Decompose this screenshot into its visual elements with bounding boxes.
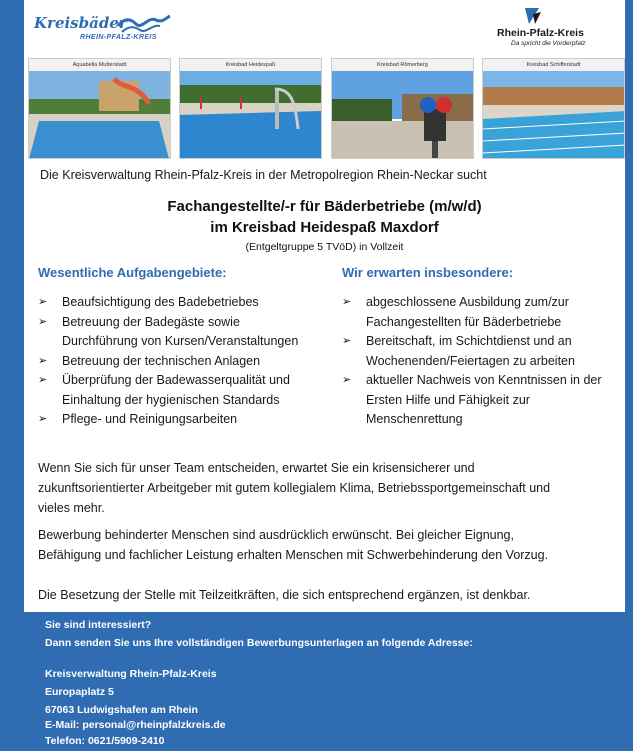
photo-caption: Kreisbad Schifferstadt: [483, 59, 624, 71]
footer-question: Sie sind interessiert?: [45, 619, 152, 631]
footer-email-link[interactable]: E-Mail: personal@rheinpfalzkreis.de: [45, 719, 226, 731]
paragraph-line: Wenn Sie sich für unser Team entscheiden, erwartet Sie ein krisensicherer und: [38, 461, 475, 475]
list-item: [342, 293, 627, 332]
arrow-bullet-icon: ➢: [38, 374, 48, 386]
list-item-text: aktueller Nachweis von Kenntnissen in der: [366, 373, 602, 387]
arrow-bullet-icon: ➢: [342, 374, 352, 386]
list-item: [38, 293, 333, 313]
photo-caption: Kreisbad Heidespaß: [180, 59, 321, 71]
kreisbaeder-logo-subtitle: RHEIN-PFALZ-KREIS: [80, 34, 157, 41]
list-item-text: Betreuung der Badegäste sowie: [62, 314, 240, 329]
intro-text: Die Kreisverwaltung Rhein-Pfalz-Kreis in der Metropolregion Rhein-Neckar sucht: [40, 168, 487, 182]
list-item-text: Fachangestellten für Bäderbetriebe: [366, 314, 562, 329]
list-item: [38, 371, 333, 410]
tasks-list: [38, 293, 333, 430]
benefits-paragraph: [38, 458, 618, 518]
list-item: [342, 332, 627, 371]
list-item-text: Beaufsichtigung des Badebetriebes: [62, 295, 259, 309]
list-item: [38, 313, 333, 352]
list-item-text: Durchführung von Kursen/Veranstaltungen: [62, 334, 299, 348]
footer-instruction: Dann senden Sie uns Ihre vollständigen Bewerbungsunterlagen an folgende Adresse:: [45, 637, 473, 649]
job-title: Fachangestellte/-r für Bäderbetriebe (m/w/d): [167, 198, 482, 215]
list-item-text: Überprüfung der Badewasserqualität und: [62, 373, 290, 387]
paragraph-line: Befähigung und fachlicher Leistung erhalten Menschen mit Schwerbehinderung den Vorzug.: [38, 548, 549, 562]
list-item-text: abgeschlossene Ausbildung zum/zur: [366, 295, 569, 309]
header: [24, 0, 625, 58]
tasks-heading: Wesentliche Aufgabengebiete:: [38, 265, 227, 280]
district-emblem-icon: [523, 8, 543, 26]
rhein-pfalz-kreis-logo: [497, 8, 617, 50]
list-item: [38, 352, 333, 372]
photo-heidespass: [179, 58, 322, 159]
footer-street: Europaplatz 5: [45, 686, 114, 698]
tasks-section: [38, 265, 333, 430]
paragraph-line: zukunftsorientierter Arbeitgeber mit gutem kollegialem Klima, Betriebssportgemeinschaft und: [38, 481, 551, 495]
job-salary-grade: (Entgeltgruppe 5 TVöD) in Vollzeit: [245, 241, 404, 253]
photo-caption: Kreisbad Römerberg: [332, 59, 473, 71]
arrow-bullet-icon: ➢: [38, 413, 48, 425]
paragraph-line: Die Besetzung der Stelle mit Teilzeitkräften, die sich entsprechend ergänzen, ist denkbar.: [38, 588, 531, 602]
list-item-text: Ersten Hilfe und Fähigkeit zur: [366, 392, 530, 407]
pool-photo-strip: [28, 58, 625, 159]
footer-phone: Telefon: 0621/5909-2410: [45, 735, 165, 747]
list-item-text: Einhaltung der hygienischen Standards: [62, 392, 280, 407]
kreisbaeder-logo: [34, 12, 174, 46]
list-item: [342, 371, 627, 430]
footer-organization: Kreisverwaltung Rhein-Pfalz-Kreis: [45, 668, 217, 680]
district-name: Rhein-Pfalz-Kreis: [497, 27, 584, 39]
paragraph-line: Bewerbung behinderter Menschen sind ausdrücklich erwünscht. Bei gleicher Eignung,: [38, 528, 514, 542]
list-item-text: Betreuung der technischen Anlagen: [62, 353, 261, 368]
footer-city: 67063 Ludwigshafen am Rhein: [45, 704, 198, 716]
job-location: im Kreisbad Heidespaß Maxdorf: [210, 219, 439, 236]
arrow-bullet-icon: ➢: [38, 354, 48, 367]
photo-roemerberg: [331, 58, 474, 159]
arrow-bullet-icon: ➢: [38, 296, 48, 308]
list-item-text: Pflege- und Reinigungsarbeiten: [62, 412, 238, 426]
requirements-section: [342, 265, 627, 430]
district-tagline: Da spricht die Vorderpfalz: [511, 40, 586, 47]
list-item-text: Menschenrettung: [366, 412, 463, 426]
left-blue-bar: [0, 0, 24, 751]
part-time-paragraph: [38, 585, 618, 605]
photo-caption: Aquabella Mutterstadt: [29, 59, 170, 71]
list-item-text: Bereitschaft, im Schichtdienst und an: [366, 334, 572, 348]
wave-icon: [116, 12, 172, 36]
list-item: [38, 410, 333, 430]
arrow-bullet-icon: ➢: [342, 335, 352, 347]
contact-footer: [24, 612, 625, 751]
photo-aquabella: [28, 58, 171, 159]
disability-paragraph: [38, 525, 618, 565]
requirements-list: [342, 293, 627, 430]
photo-schifferstadt: [482, 58, 625, 159]
paragraph-line: vieles mehr.: [38, 501, 105, 515]
kreisbaeder-logo-text: Kreisbäder: [34, 14, 127, 32]
list-item-text: Wochenenden/Feiertagen zu arbeiten: [366, 353, 575, 368]
requirements-heading: Wir erwarten insbesondere:: [342, 265, 514, 280]
arrow-bullet-icon: ➢: [38, 315, 48, 328]
arrow-bullet-icon: ➢: [342, 296, 352, 308]
